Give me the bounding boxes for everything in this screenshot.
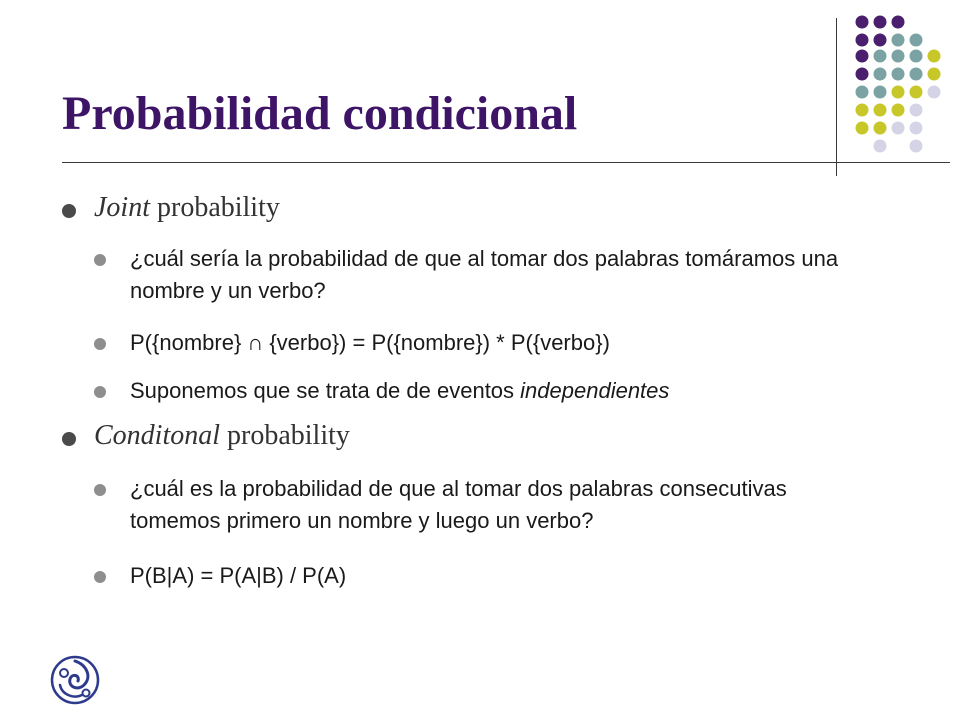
decorative-dot xyxy=(892,122,905,135)
decorative-dot xyxy=(910,68,923,81)
decorative-dot xyxy=(928,86,941,99)
bullet-dot-icon xyxy=(62,204,76,218)
decorative-dot xyxy=(874,122,887,135)
sub-bullet xyxy=(94,375,854,407)
heading-italic: Conditonal xyxy=(94,420,221,451)
decorative-dot xyxy=(910,86,923,99)
decorative-dot xyxy=(856,34,869,47)
heading-italic: Joint xyxy=(94,192,150,223)
decorative-dot xyxy=(856,16,869,29)
decorative-dot xyxy=(928,68,941,81)
bullet-heading xyxy=(94,420,350,452)
sub-bullet-dot-icon xyxy=(94,484,106,496)
decorative-dot xyxy=(892,68,905,81)
decorative-dot xyxy=(892,86,905,99)
sub-bullet-text: P({nombre} ∩ {verbo}) = P({nombre}) * P({verbo}) xyxy=(130,330,610,355)
decorative-dot xyxy=(874,104,887,117)
vertical-divider xyxy=(836,18,837,176)
decorative-dot xyxy=(910,122,923,135)
decorative-dot xyxy=(856,104,869,117)
decorative-dot xyxy=(874,50,887,63)
decorative-dot xyxy=(892,16,905,29)
decorative-dot xyxy=(856,122,869,135)
sub-bullet xyxy=(94,243,854,307)
heading-rest: probability xyxy=(150,192,280,223)
decorative-dot xyxy=(874,34,887,47)
decorative-dot xyxy=(874,86,887,99)
sub-bullet-dot-icon xyxy=(94,571,106,583)
sub-bullet-dot-icon xyxy=(94,254,106,266)
heading-rest: probability xyxy=(220,420,350,451)
slide-title: Probabilidad condicional xyxy=(62,87,578,140)
decorative-dot xyxy=(928,50,941,63)
sub-bullet-text: ¿cuál sería la probabilidad de que al tomar dos palabras tomáramos una nombre y un verbo? xyxy=(130,246,839,303)
sub-bullet-text xyxy=(130,375,854,407)
bullet-dot-icon xyxy=(62,432,76,446)
spiral-logo-icon xyxy=(50,655,100,705)
decorative-dot xyxy=(856,86,869,99)
sub-bullet xyxy=(94,473,854,537)
decorative-dot xyxy=(874,140,887,153)
title-underline xyxy=(62,162,950,163)
sub-bullet-text: ¿cuál es la probabilidad de que al tomar dos palabras consecutivas tomemos primero un nombre y luego un verbo? xyxy=(130,476,787,533)
decorative-dot xyxy=(910,104,923,117)
sub-bullet-text: P(B|A) = P(A|B) / P(A) xyxy=(130,563,347,588)
decorative-dot xyxy=(892,34,905,47)
sub-bullet-dot-icon xyxy=(94,386,106,398)
sub-bullet xyxy=(94,560,854,592)
decorative-dot xyxy=(874,68,887,81)
decorative-dot xyxy=(856,68,869,81)
decorative-dot xyxy=(892,104,905,117)
sub-bullet-text-italic: independientes xyxy=(520,378,670,403)
bullet-heading xyxy=(94,192,280,224)
sub-bullet-dot-icon xyxy=(94,338,106,350)
decorative-dot xyxy=(874,16,887,29)
decorative-dot xyxy=(892,50,905,63)
sub-bullet xyxy=(94,327,854,359)
decorative-dot xyxy=(856,50,869,63)
decorative-dot xyxy=(910,34,923,47)
decorative-dot xyxy=(910,50,923,63)
sub-bullet-text-plain: Suponemos que se trata de de eventos xyxy=(130,378,521,403)
decorative-dot xyxy=(910,140,923,153)
